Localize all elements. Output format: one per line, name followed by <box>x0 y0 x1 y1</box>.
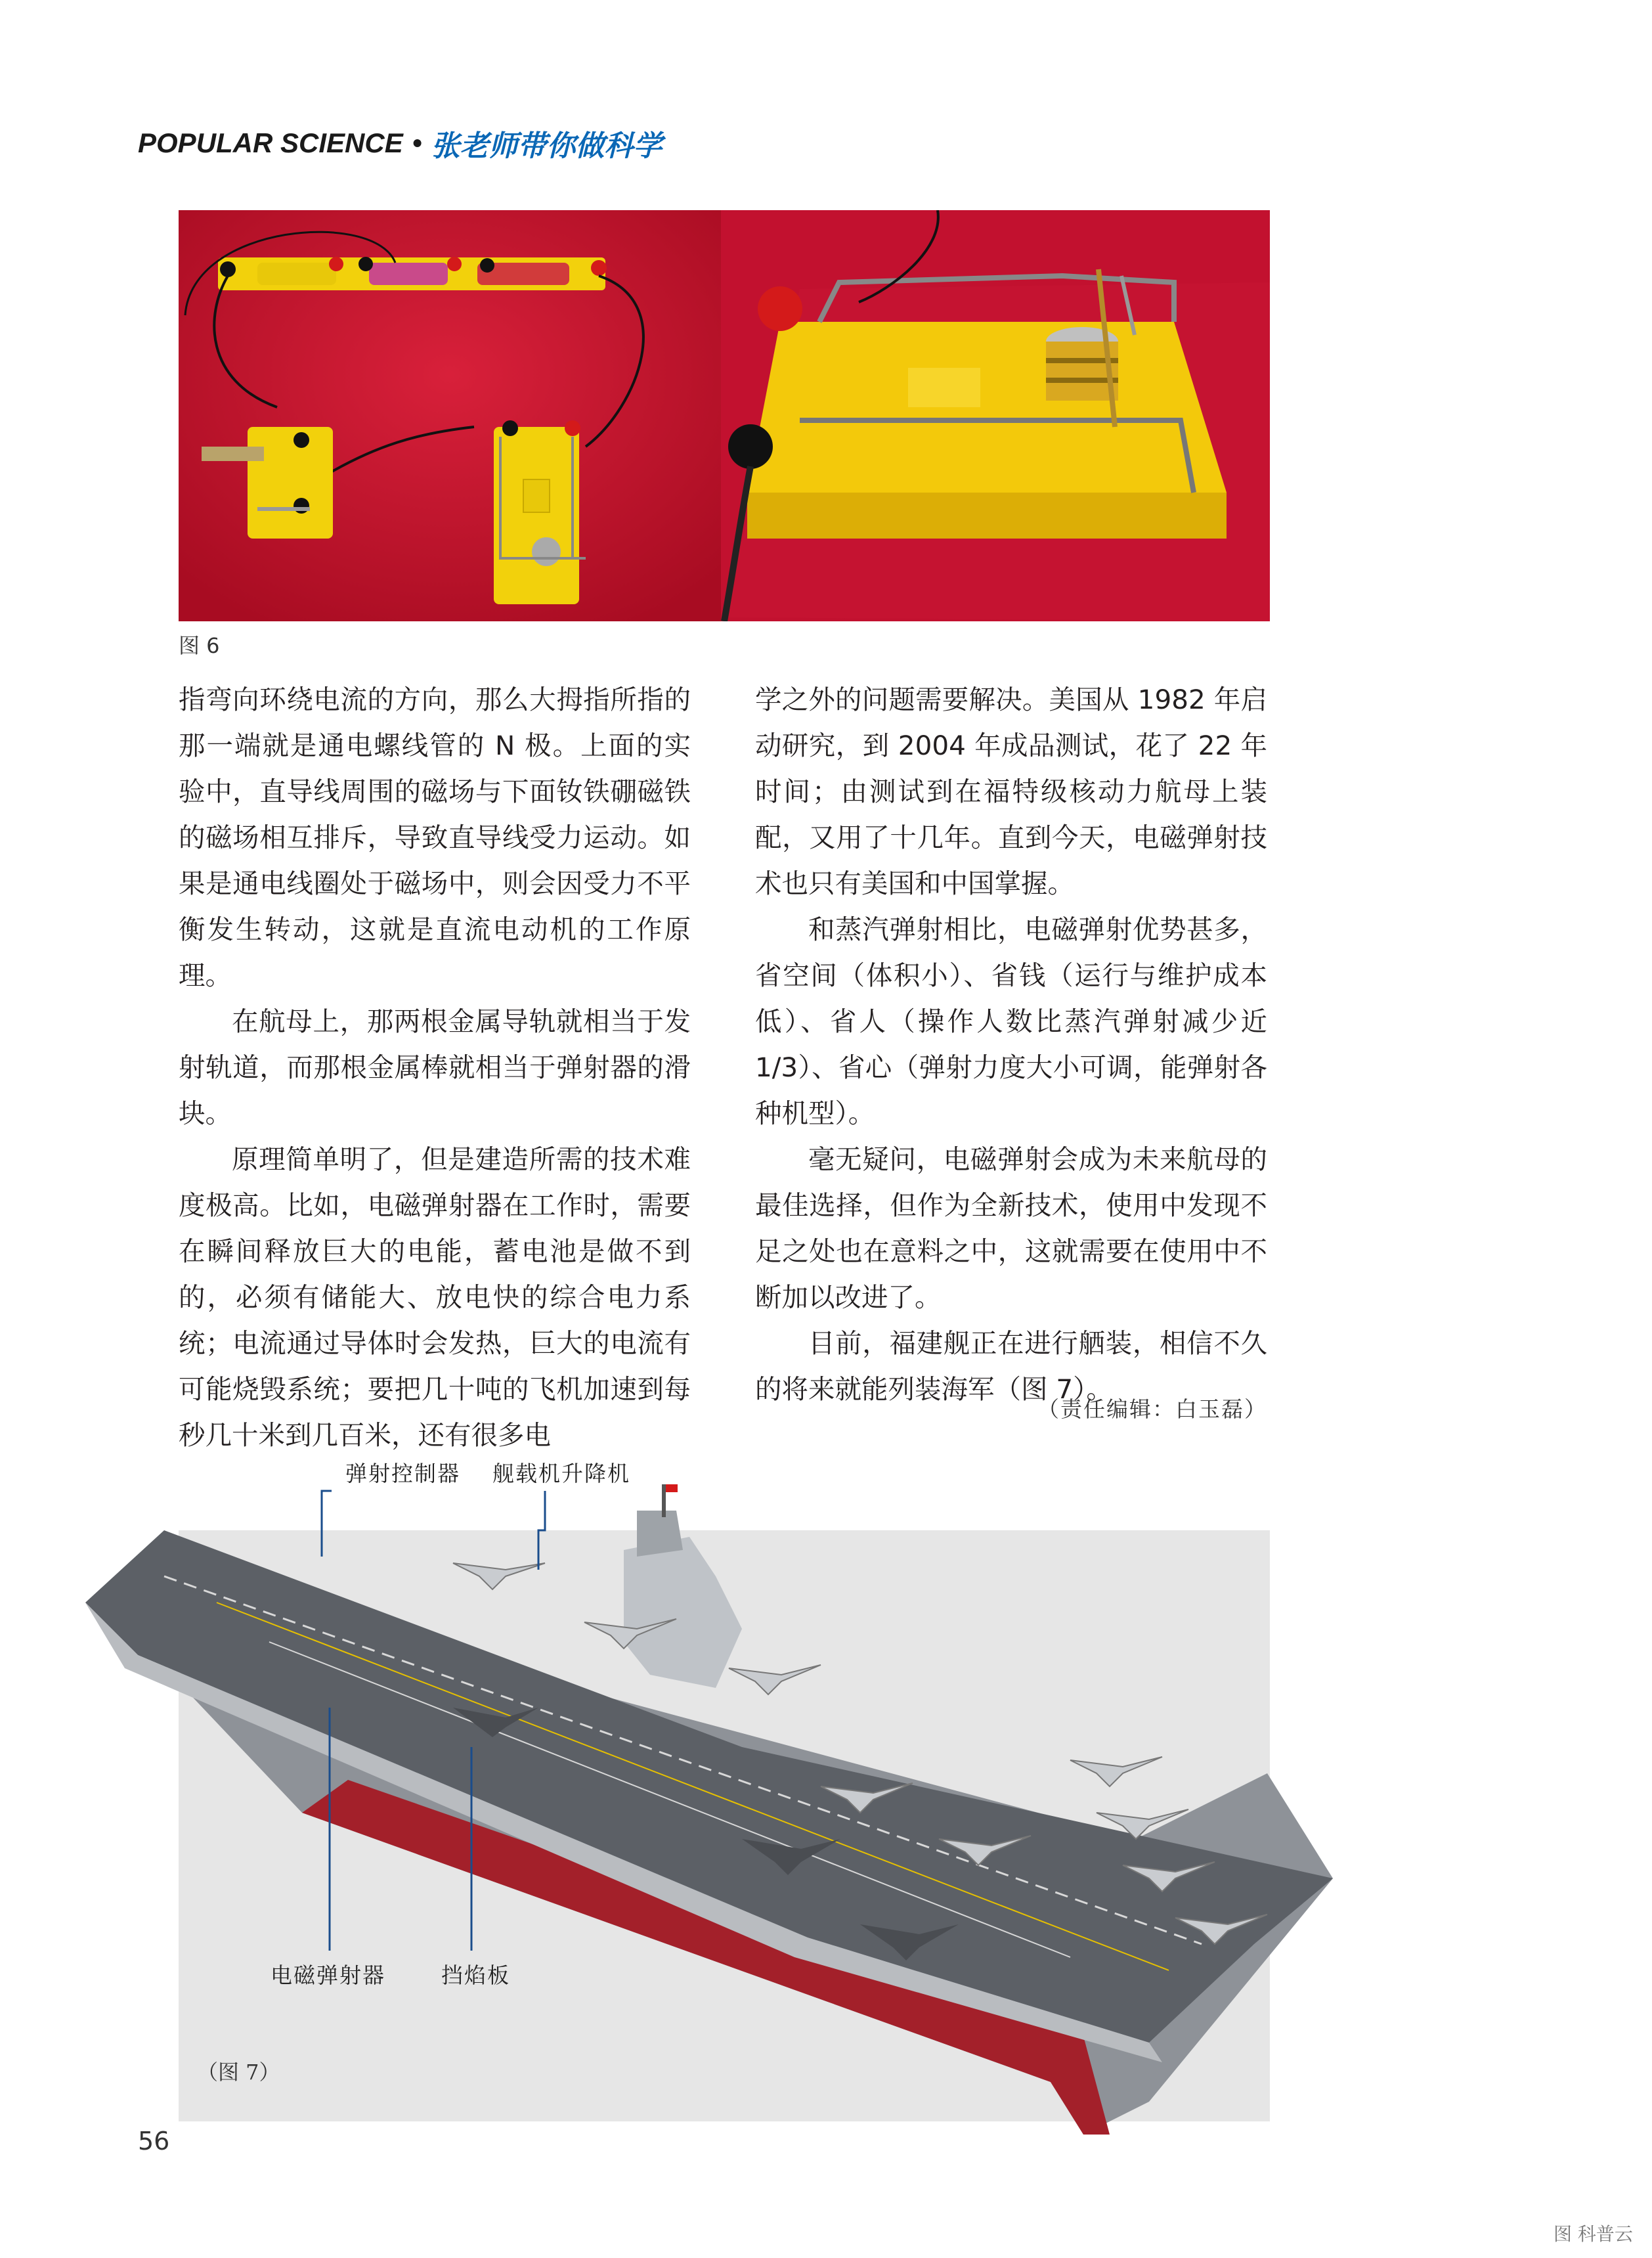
figure7-carrier-illustration <box>85 1471 1333 2135</box>
paragraph: 和蒸汽弹射相比，电磁弹射优势甚多，省空间（体积小）、省钱（运行与维护成本低）、省人（操作人数比蒸汽弹射减少近 1/3）、省心（弹射力度大小可调，能弹射各种机型）。 <box>755 914 1267 1129</box>
editor-note: （责任编辑：白玉磊） <box>1037 1396 1267 1422</box>
callout-catapult-controller: 弹射控制器 <box>345 1461 460 1486</box>
header-separator: • <box>412 127 422 158</box>
figure6-caption: 图 6 <box>179 633 220 658</box>
callout-blast-deflector: 挡焰板 <box>441 1962 510 1988</box>
article-right-column <box>755 676 1267 1412</box>
paragraph: 学之外的问题需要解决。美国从 1982 年启动研究，到 2004 年成品测试，花了 22 年时间；由测试到在福特级核动力航母上装配，又用了十几年。直到今天，电磁弹射技术也只有美国和中国掌握。 <box>755 684 1267 899</box>
callout-em-catapult: 电磁弹射器 <box>271 1962 385 1988</box>
paragraph: 毫无疑问，电磁弹射会成为未来航母的最佳选择，但作为全新技术，使用中发现不足之处也在意料之中，这就需要在使用中不断加以改进了。 <box>755 1143 1267 1313</box>
watermark: 图 科普云 <box>1554 2223 1633 2245</box>
running-header <box>138 117 662 169</box>
paragraph: 指弯向环绕电流的方向，那么大拇指所指的那一端就是通电螺线管的 N 极。上面的实验中，直导线周围的磁场与下面钕铁硼磁铁的磁场相互排斥，导致直导线受力运动。如果是通电线圈处于磁场中，则会因受力不平衡发生转动，这就是直流电动机的工作原理。 <box>179 684 691 991</box>
column-title: 张老师带你做科学 <box>431 130 663 162</box>
brand-name: POPULAR SCIENCE <box>138 127 403 158</box>
page-number: 56 <box>138 2127 170 2156</box>
figure7-caption: （图 7） <box>197 2060 280 2085</box>
paragraph: 目前，福建舰正在进行舾装，相信不久的将来就能列装海军（图 7）。 <box>755 1327 1267 1405</box>
figure6-circuit-photo <box>179 210 721 621</box>
paragraph: 原理简单明了，但是建造所需的技术难度极高。比如，电磁弹射器在工作时，需要在瞬间释放巨大的电能，蓄电池是做不到的，必须有储能大、放电快的综合电力系统；电流通过导体时会发热，巨大的电流有可能烧毁系统；要把几十吨的飞机加速到每秒几十米到几百米，还有很多电 <box>179 1143 691 1451</box>
paragraph: 在航母上，那两根金属导轨就相当于发射轨道，而那根金属棒就相当于弹射器的滑块。 <box>179 1006 691 1129</box>
figure6-rail-photo <box>721 210 1270 621</box>
article-left-column <box>179 676 691 1458</box>
callout-aircraft-elevator: 舰载机升降机 <box>492 1461 630 1486</box>
